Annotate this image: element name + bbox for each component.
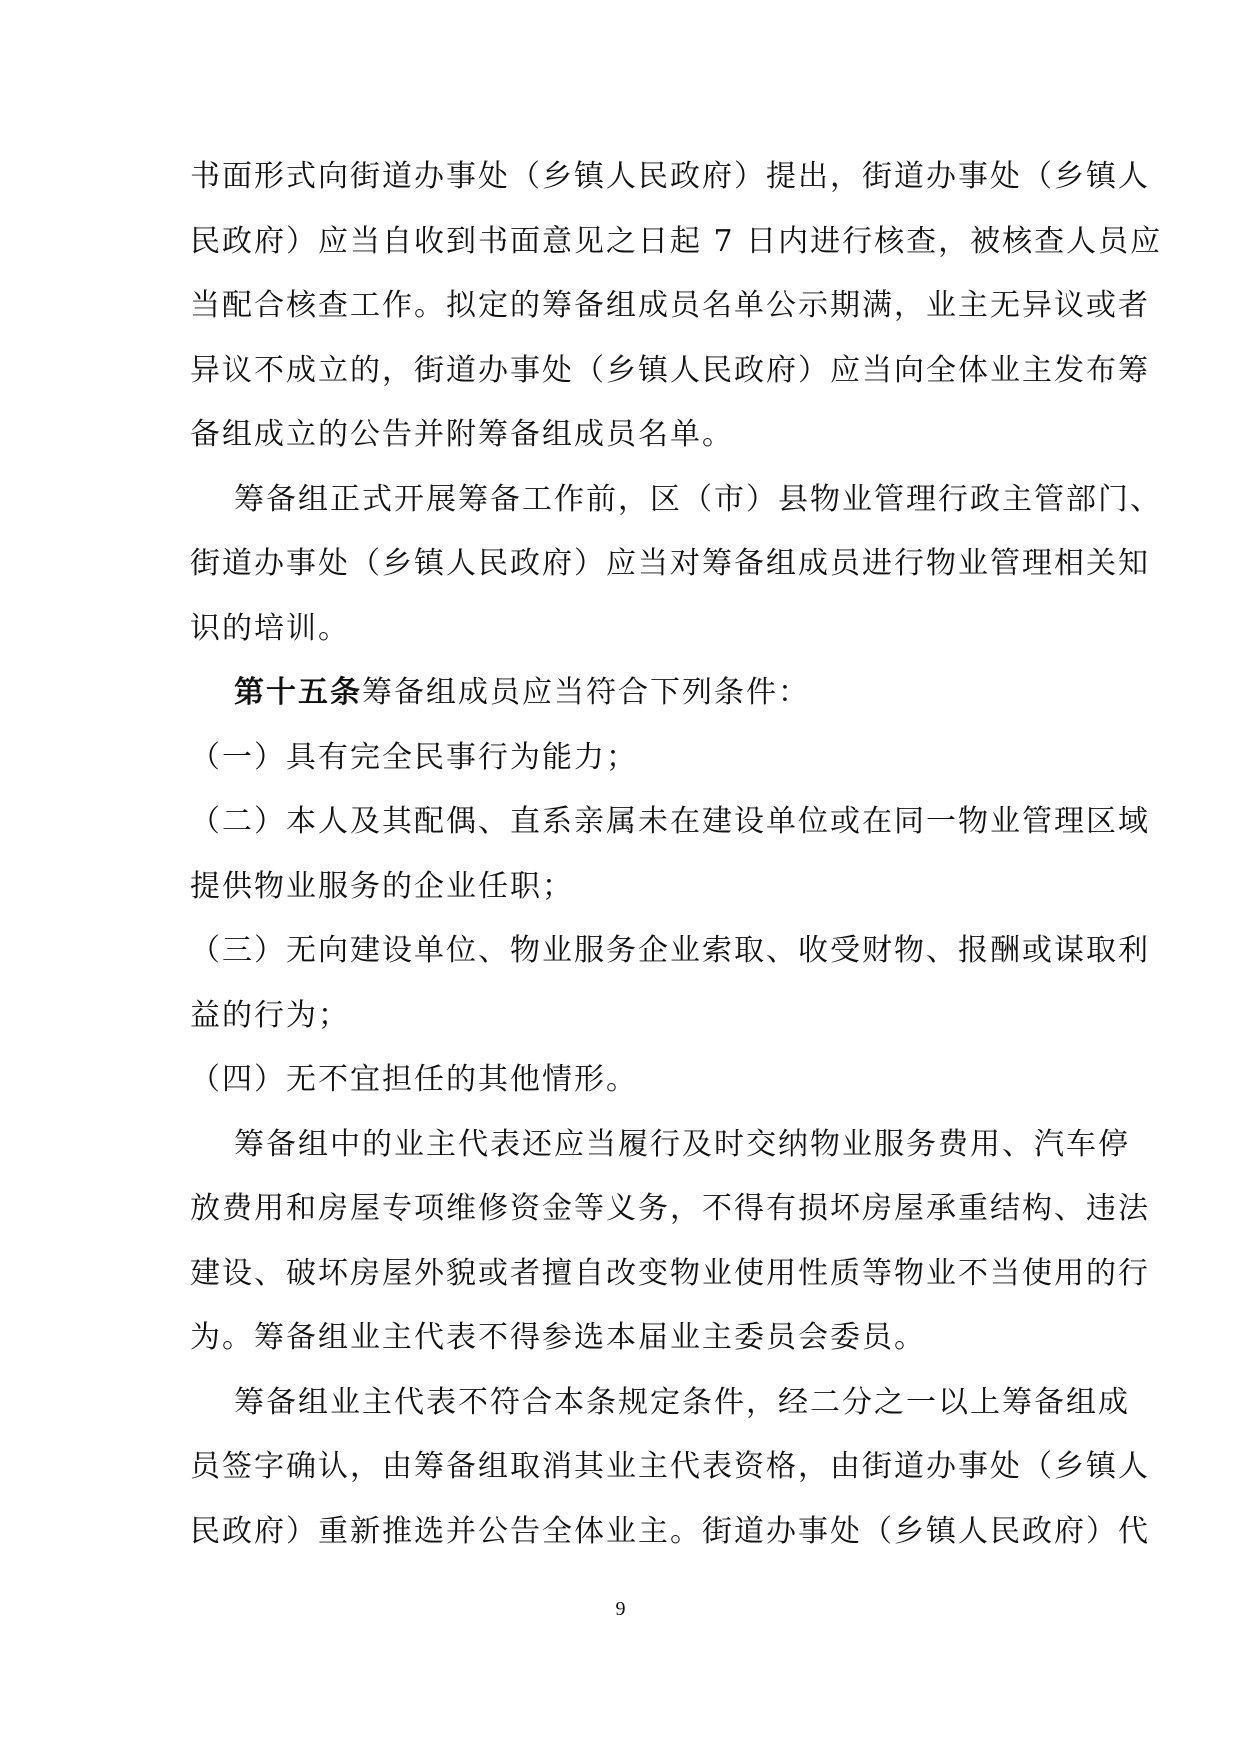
paragraph-line: 为。筹备组业主代表不得参选本届业主委员会委员。 xyxy=(190,1320,926,1355)
paragraph-line: 异议不成立的，街道办事处（乡镇人民政府）应当向全体业主发布筹 xyxy=(190,352,1150,388)
paragraph-line: 筹备组正式开展筹备工作前，区（市）县物业管理行政主管部门、 xyxy=(234,481,1162,517)
article-text: 筹备组成员应当符合下列条件： xyxy=(362,675,810,710)
paragraph-line: 建设、破坏房屋外貌或者擅自改变物业使用性质等物业不当使用的行 xyxy=(190,1255,1150,1291)
paragraph-line: 识的培训。 xyxy=(190,610,350,646)
paragraph-line: 放费用和房屋专项维修资金等义务，不得有损坏房屋承重结构、违法 xyxy=(190,1191,1150,1226)
list-item: （三）无向建设单位、物业服务企业索取、收受财物、报酬或谋取利 xyxy=(190,933,1150,968)
paragraph-line: 民政府）重新推选并公告全体业主。街道办事处（乡镇人民政府）代 xyxy=(190,1513,1150,1549)
paragraph-line: 筹备组中的业主代表还应当履行及时交纳物业服务费用、汽车停 xyxy=(234,1126,1130,1162)
paragraph-line: 民政府）应当自收到书面意见之日起 7 日内进行核查，被核查人员应 xyxy=(190,223,1163,259)
paragraph-line: 街道办事处（乡镇人民政府）应当对筹备组成员进行物业管理相关知 xyxy=(190,546,1150,581)
article-heading: 第十五条 xyxy=(234,675,362,710)
article-line xyxy=(190,661,1050,726)
page-number: 9 xyxy=(615,1598,626,1620)
paragraph-line: 备组成立的公告并附筹备组成员名单。 xyxy=(190,417,734,452)
paragraph-line: 提供物业服务的企业任职； xyxy=(190,868,574,904)
paragraph-line: 当配合核查工作。拟定的筹备组成员名单公示期满，业主无异议或者 xyxy=(190,288,1150,323)
paragraph-line: 筹备组业主代表不符合本条规定条件，经二分之一以上筹备组成 xyxy=(234,1384,1130,1420)
paragraph-line: 员签字确认，由筹备组取消其业主代表资格，由街道办事处（乡镇人 xyxy=(190,1449,1150,1484)
paragraph-line: 书面形式向街道办事处（乡镇人民政府）提出，街道办事处（乡镇人 xyxy=(190,159,1150,194)
paragraph-line: 益的行为； xyxy=(190,997,350,1033)
document-body xyxy=(190,145,1163,1564)
list-item: （四）无不宜担任的其他情形。 xyxy=(190,1062,638,1097)
list-item: （二）本人及其配偶、直系亲属未在建设单位或在同一物业管理区域 xyxy=(190,804,1150,839)
list-item: （一）具有完全民事行为能力； xyxy=(190,739,638,775)
